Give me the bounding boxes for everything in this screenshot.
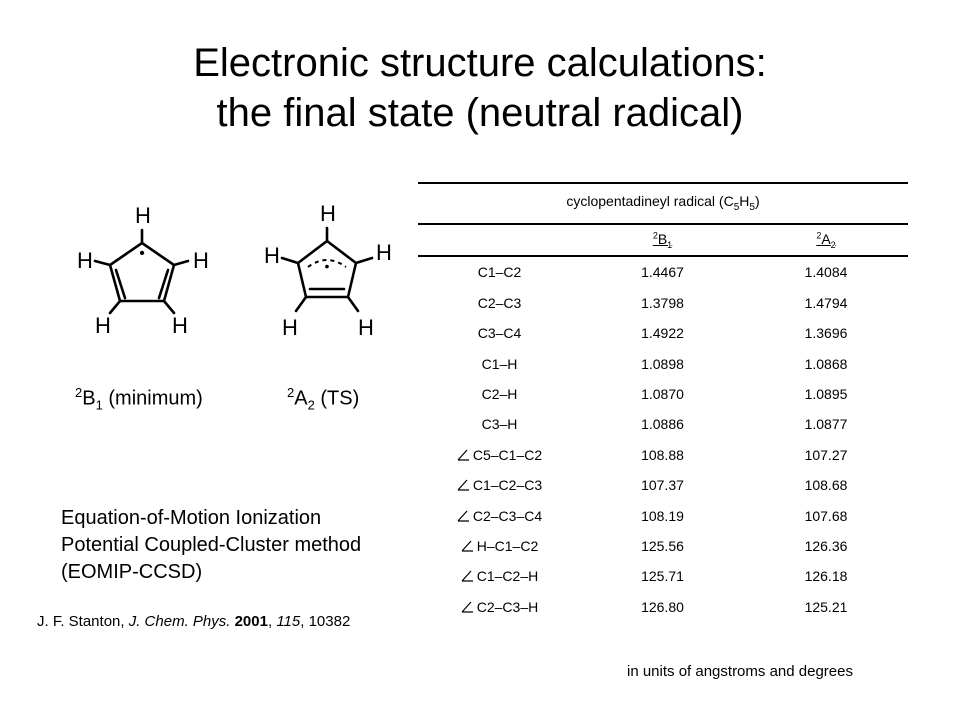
b1-value-cell: 1.0870	[641, 385, 684, 402]
table-row	[418, 379, 908, 409]
bond-c3r-h	[348, 297, 358, 311]
a2-value-cell: 108.68	[804, 477, 848, 494]
table-header-row	[418, 225, 908, 256]
table-row	[418, 318, 908, 348]
parameter-cell: C2–C3–H	[418, 591, 581, 621]
a2-value-cell: 126.36	[804, 537, 848, 554]
a2-value-cell: 1.3696	[804, 325, 848, 342]
b1-minimum-label: $^2B_1$ (minimum)	[75, 385, 203, 413]
atom-h-right: H	[193, 248, 209, 273]
parameter-cell: H–C1–C2	[418, 531, 581, 561]
b1-value-cell: 1.0886	[641, 416, 684, 433]
b1-value-cell: 126.80	[641, 598, 684, 615]
parameter-cell: C5–C1–C2	[418, 440, 581, 470]
table-row	[418, 409, 908, 439]
parameter-cell: C2–C3	[477, 294, 522, 311]
a2-structure-diagram	[262, 195, 402, 345]
parameter-cell: C1–C2	[477, 264, 522, 281]
angle-icon	[457, 478, 470, 491]
table-row	[418, 531, 908, 561]
table-row	[418, 440, 908, 470]
a2-value-cell: 126.18	[804, 568, 848, 585]
parameter-cell: C2–C3–C4	[418, 500, 581, 530]
radical-dot-a2: •	[324, 258, 330, 274]
b1-value-cell: 1.0898	[641, 355, 684, 372]
header-parameter	[418, 225, 581, 256]
title-line-2: the final state (neutral radical)	[216, 91, 744, 135]
b1-value-cell: 1.3798	[641, 294, 684, 311]
bond-c2r-h	[356, 258, 372, 263]
atom-h-top: H	[320, 201, 336, 226]
bond-c1-c2r	[142, 243, 174, 265]
table-row	[418, 500, 908, 530]
atom-h-bottom-right: H	[358, 315, 374, 340]
atom-h-bottom-left: H	[282, 315, 298, 340]
bond-c2r-c3r	[348, 263, 356, 297]
angle-icon	[461, 569, 474, 582]
b1-value-cell: 107.37	[641, 477, 684, 494]
parameter-cell: C1–C2–C3	[418, 470, 581, 500]
header-a2: $^2A_2$	[744, 225, 908, 256]
table-row	[418, 348, 908, 378]
parameter-cell: C3–C4	[477, 325, 522, 342]
b1-value-cell: 108.88	[641, 446, 684, 463]
table-row	[418, 591, 908, 621]
atom-h-left: H	[77, 248, 93, 273]
a2-value-cell: 1.4794	[804, 294, 848, 311]
atom-h-bottom-left: H	[95, 313, 111, 338]
radical-dot-b1: •	[139, 245, 145, 262]
table-row	[418, 470, 908, 500]
atom-h-bottom-right: H	[172, 313, 188, 338]
slide-title	[0, 38, 960, 138]
geometry-table	[418, 182, 908, 622]
atom-h-top: H	[135, 203, 151, 228]
a2-ts-label: $^2A_2$ (TS)	[287, 385, 360, 413]
parameter-cell: C2–H	[481, 385, 518, 402]
b1-value-cell: 1.4467	[641, 264, 684, 281]
b1-value-cell: 108.19	[641, 507, 684, 524]
a2-value-cell: 1.0868	[804, 355, 848, 372]
citation: J. F. Stanton, J. Chem. Phys. 2001, 115, 10382	[37, 613, 351, 630]
table-caption: cyclopentadineyl radical $(C_5H_5)$	[418, 182, 908, 225]
angle-icon	[457, 509, 470, 522]
angle-icon	[461, 600, 474, 613]
parameter-cell: C3–H	[481, 416, 518, 433]
bond-c2l-h	[95, 261, 110, 265]
a2-value-cell: 1.4084	[804, 264, 848, 281]
a2-value-cell: 1.0895	[804, 385, 848, 402]
method-description	[61, 505, 361, 586]
method-line-3: (EOMIP-CCSD)	[61, 561, 203, 583]
units-note: in units of angstroms and degrees	[627, 663, 853, 680]
parameter-cell: C1–C2–H	[418, 561, 581, 591]
a2-value-cell: 107.27	[804, 446, 848, 463]
parameter-cell: C1–H	[481, 355, 518, 372]
atom-h-left: H	[264, 243, 280, 268]
bond-c1-c2l	[110, 243, 142, 265]
table-row	[418, 256, 908, 287]
bond-c3l-h	[110, 301, 120, 313]
bond-c2l-c3l	[298, 263, 306, 297]
table-body	[418, 256, 908, 622]
bond-c2l-h	[282, 258, 298, 263]
bond-c2r-h	[174, 261, 188, 265]
bond-c3r-h	[164, 301, 174, 313]
b1-value-cell: 125.56	[641, 537, 684, 554]
a2-value-cell: 107.68	[804, 507, 848, 524]
title-line-1: Electronic structure calculations:	[193, 41, 767, 85]
angle-icon	[461, 539, 474, 552]
angle-icon	[457, 448, 470, 461]
atom-h-right: H	[376, 240, 392, 265]
a2-value-cell: 125.21	[804, 598, 848, 615]
b1-value-cell: 125.71	[641, 568, 684, 585]
header-b1: $^2B_1$	[581, 225, 744, 256]
table-row	[418, 561, 908, 591]
method-line-1: Equation-of-Motion Ionization	[61, 507, 322, 529]
b1-structure-diagram	[70, 195, 210, 345]
b1-value-cell: 1.4922	[641, 325, 684, 342]
bond-c3l-h	[296, 297, 306, 311]
table-row	[418, 288, 908, 318]
a2-value-cell: 1.0877	[804, 416, 848, 433]
method-line-2: Potential Coupled-Cluster method	[61, 534, 362, 556]
